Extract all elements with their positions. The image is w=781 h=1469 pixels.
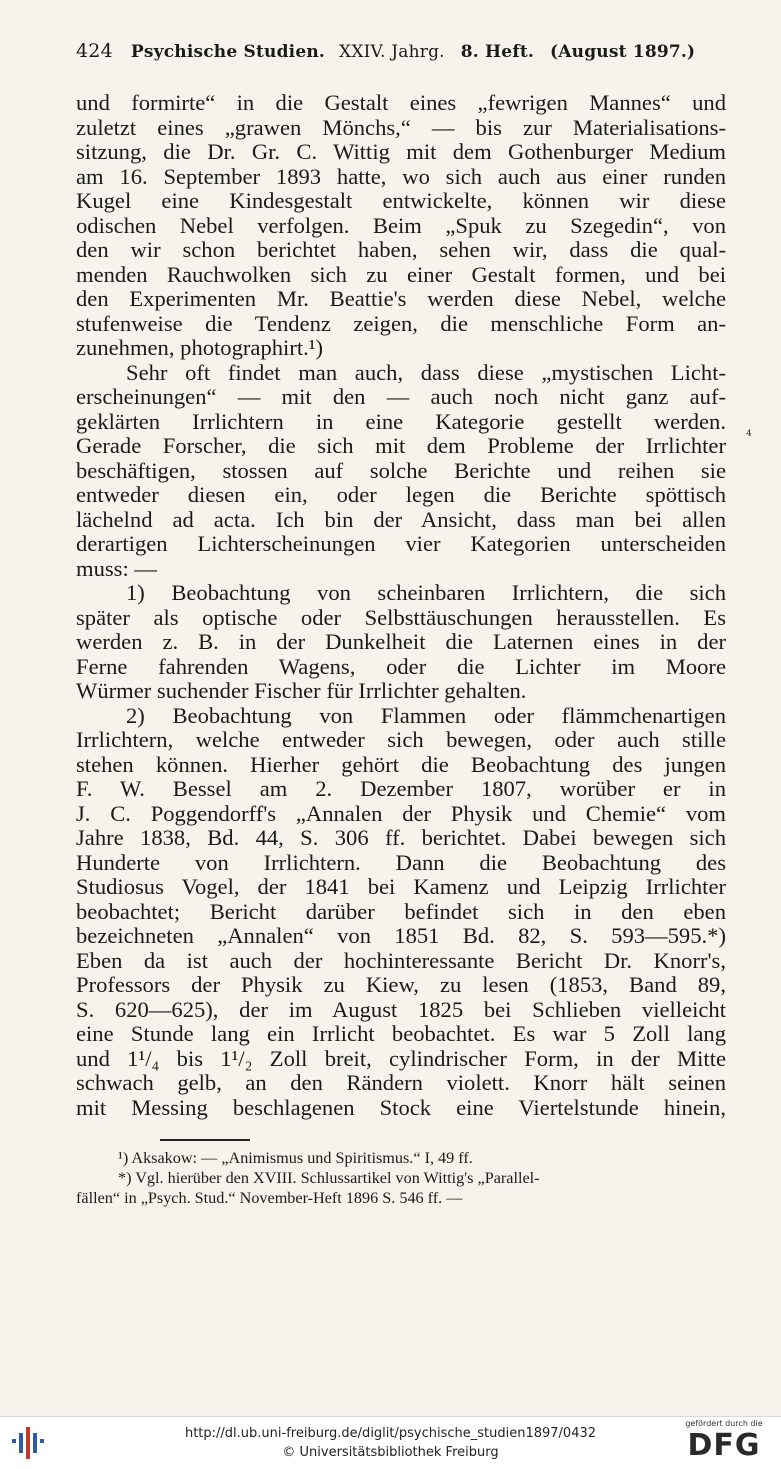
text-line: später als optische oder Selbsttäuschungen herausstellen. Es xyxy=(76,604,726,630)
text-line: 2) Beobachtung von Flammen oder flämmchenartigen xyxy=(126,702,726,728)
text-line: Hunderte von Irrlichtern. Dann die Beobachtung des xyxy=(76,849,726,875)
text-line: eine Stunde lang ein Irrlicht beobachtet. Es war 5 Zoll lang xyxy=(76,1021,726,1046)
text-line: und 1¹/₄ bis 1¹/₂ Zoll breit, cylindrischer Form, in der Mitte xyxy=(76,1045,726,1071)
margin-mark: ⁴ xyxy=(746,428,752,444)
page-number: 424 xyxy=(76,40,113,62)
text-line: schwach gelb, an den Rändern violett. Knorr hält seinen xyxy=(76,1070,726,1095)
dfg-caption: gefördert durch die xyxy=(685,1419,763,1428)
text-line: S. 620—625), der im August 1825 bei Schlieben vielleicht xyxy=(76,996,726,1022)
text-line: odischen Nebel verfolgen. Beim „Spuk zu Szegedin“, von xyxy=(76,212,726,238)
dfg-wordmark: DFG xyxy=(687,1428,761,1463)
text-line: stehen können. Hierher gehört die Beobachtung des jungen xyxy=(76,751,726,777)
text-line: zunehmen, photographirt.¹) xyxy=(76,335,324,360)
text-line: Eben da ist auch der hochinteressante Bericht Dr. Knorr's, xyxy=(76,947,726,973)
footnote-line: fällen“ in „Psych. Stud.“ November-Heft 1896 S. 546 ff. — xyxy=(76,1188,463,1207)
text-line: und formirte“ in die Gestalt eines „fewrigen Mannes“ und xyxy=(76,90,726,115)
text-line: erscheinungen“ — mit den — auch noch nicht ganz auf- xyxy=(76,384,726,409)
text-line: Kugel eine Kindesgestalt entwickelte, können wir diese xyxy=(76,188,726,213)
issue: 8. Heft. xyxy=(460,42,535,62)
text-line: werden z. B. in der Dunkelheit die Laternen eines in der xyxy=(76,629,726,654)
viewer-footer xyxy=(0,1416,781,1469)
text-line: den wir schon berichtet haben, sehen wir, dass die qual- xyxy=(76,237,726,262)
text-line: lächelnd ad acta. Ich bin der Ansicht, dass man bei allen xyxy=(76,506,726,532)
text-line: bezeichneten „Annalen“ von 1851 Bd. 82, S. 593—595.*) xyxy=(76,923,726,948)
text-line: Jahre 1838, Bd. 44, S. 306 ff. berichtet. Dabei bewegen sich xyxy=(76,825,726,850)
text-line: zuletzt eines „grawen Mönchs,“ — bis zur Materialisations- xyxy=(76,114,726,140)
document-url[interactable]: http://dl.ub.uni-freiburg.de/diglit/psychische_studien1897/0432 xyxy=(184,1426,597,1441)
text-line: 1) Beobachtung von scheinbaren Irrlichtern, die sich xyxy=(126,580,726,605)
text-line: menden Rauchwolken sich zu einer Gestalt formen, und bei xyxy=(76,261,726,287)
dfg-logo xyxy=(677,1419,771,1467)
book-page xyxy=(76,40,726,1208)
footnotes xyxy=(76,1148,726,1208)
footnote-line: *) Vgl. hierüber den XVIII. Schlussartikel von Wittig's „Parallel- xyxy=(118,1168,540,1187)
text-line: beobachtet; Bericht darüber befindet sich in den eben xyxy=(76,898,726,924)
issue-date: (August 1897.) xyxy=(550,42,696,62)
text-line: mit Messing beschlagenen Stock eine Viertelstunde hinein, xyxy=(76,1094,726,1120)
running-title: Psychische Studien. xyxy=(130,42,326,62)
text-line: derartigen Lichterscheinungen vier Kategorien unterscheiden xyxy=(76,531,726,556)
text-line: Würmer suchender Fischer für Irrlichter gehalten. xyxy=(76,678,527,703)
text-line: geklärten Irrlichtern in eine Kategorie gestellt werden. xyxy=(76,408,726,434)
volume: XXIV. Jahrg. xyxy=(339,42,445,62)
text-line: Gerade Forscher, die sich mit dem Probleme der Irrlichter xyxy=(76,433,726,458)
text-line: Irrlichtern, welche entweder sich bewegen, oder auch stille xyxy=(76,727,726,752)
text-line: beschäftigen, stossen auf solche Berichte und reihen sie xyxy=(76,457,726,483)
running-header xyxy=(76,40,726,70)
text-line: am 16. September 1893 hatte, wo sich auch aus einer runden xyxy=(76,163,726,189)
text-line: J. C. Poggendorff's „Annalen der Physik und Chemie“ vom xyxy=(76,800,726,826)
text-line: Studiosus Vogel, der 1841 bei Kamenz und Leipzig Irrlichter xyxy=(76,874,726,899)
text-line: Sehr oft findet man auch, dass diese „mystischen Licht- xyxy=(126,359,726,385)
text-line: Ferne fahrenden Wagens, oder die Lichter im Moore xyxy=(76,653,726,679)
text-line: muss: — xyxy=(76,555,157,581)
text-line: stufenweise die Tendenz zeigen, die menschliche Form an- xyxy=(76,310,726,336)
body-text xyxy=(76,91,726,1120)
copyright-notice: © Universitätsbibliothek Freiburg xyxy=(282,1445,499,1460)
text-line: Professors der Physik zu Kiew, zu lesen (1853, Band 89, xyxy=(76,972,726,997)
footnote-line: ¹) Aksakow: — „Animismus und Spiritismus.“ I, 49 ff. xyxy=(118,1148,473,1167)
text-line: F. W. Bessel am 2. Dezember 1807, worüber er in xyxy=(76,776,726,801)
text-line: entweder diesen ein, oder legen die Berichte spöttisch xyxy=(76,482,726,507)
text-line: den Experimenten Mr. Beattie's werden diese Nebel, welche xyxy=(76,286,726,311)
footnote-divider xyxy=(160,1139,250,1141)
text-line: sitzung, die Dr. Gr. C. Wittig mit dem Gothenburger Medium xyxy=(76,139,726,164)
